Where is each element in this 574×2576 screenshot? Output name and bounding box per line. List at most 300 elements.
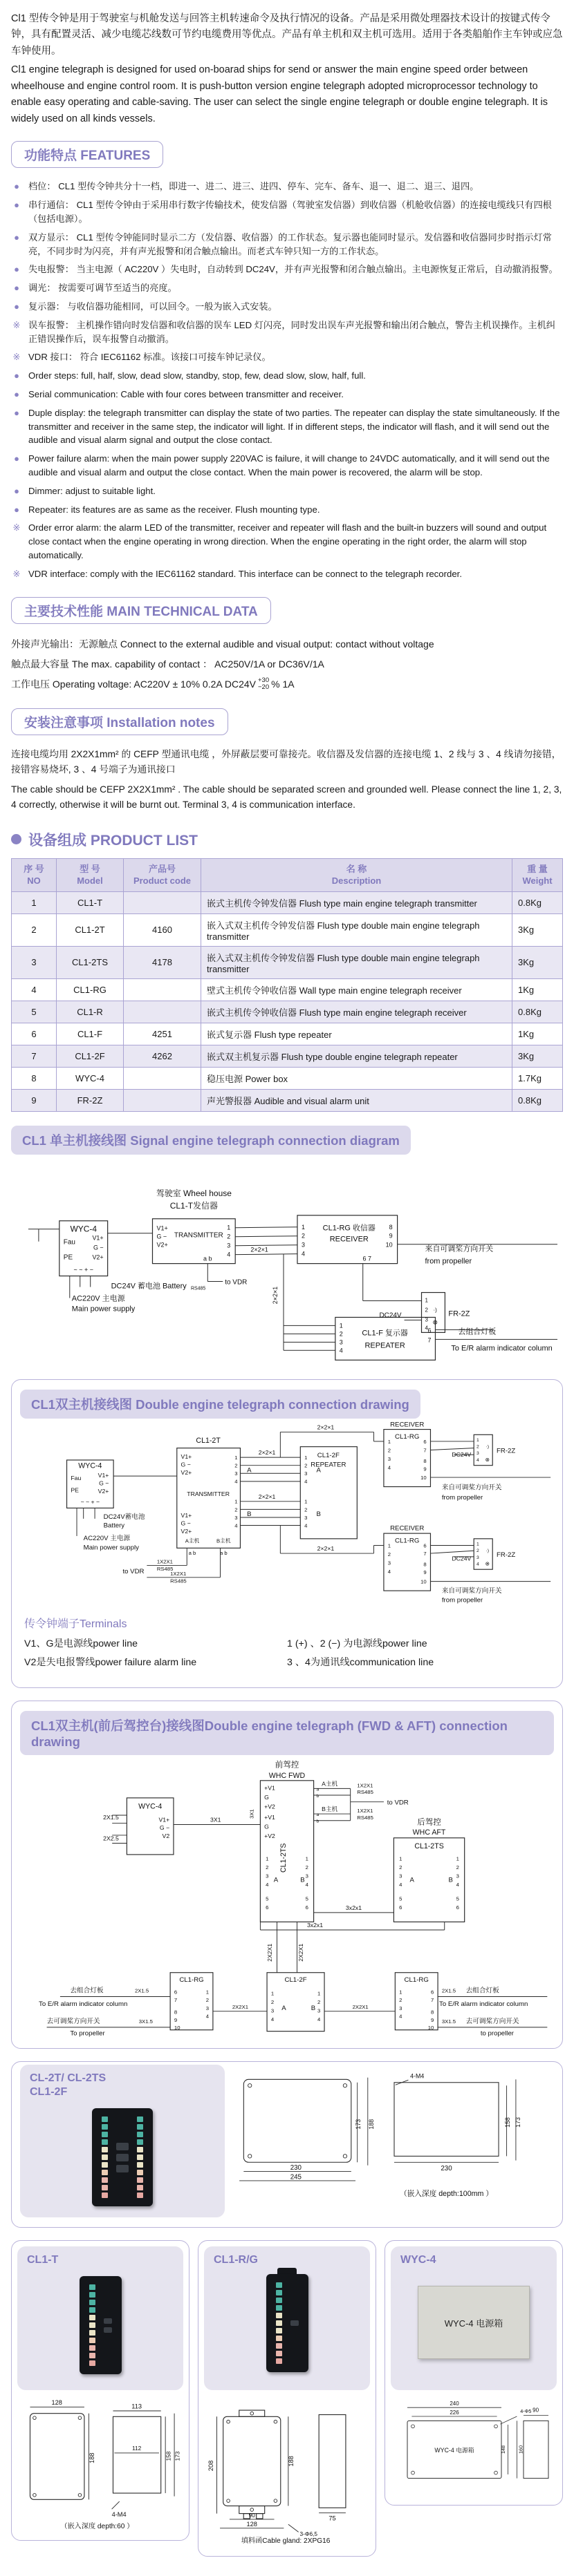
svg-text:2×2×1: 2×2×1	[258, 1493, 276, 1501]
bullet-icon: ●	[14, 407, 19, 418]
bullet-icon: ●	[14, 504, 19, 515]
svg-text:a: a	[316, 1787, 320, 1792]
bottom-product-cards	[11, 2240, 563, 2557]
svg-text:5: 5	[399, 1895, 402, 1902]
svg-text:2: 2	[476, 1549, 479, 1554]
svg-text:G −: G −	[93, 1244, 104, 1251]
fwd-aft-diagram-title: CL1双主机(前后驾控台)接线图Double engine telegraph (FWD & AFT) connection drawing	[20, 1711, 554, 1755]
svg-text:6 7: 6 7	[362, 1255, 371, 1262]
cl1t-card-title: CL1-T	[27, 2254, 59, 2266]
svg-text:230: 230	[290, 2164, 302, 2172]
svg-text:G −: G −	[180, 1519, 191, 1527]
svg-text:3X1: 3X1	[210, 1817, 221, 1824]
svg-text:V1+: V1+	[158, 1817, 170, 1824]
svg-text:6: 6	[427, 1327, 432, 1334]
svg-text:to VDR: to VDR	[225, 1278, 248, 1287]
svg-text:AC220V 主电源: AC220V 主电源	[71, 1294, 125, 1303]
bullet-icon: ●	[14, 231, 19, 243]
svg-text:245: 245	[290, 2173, 302, 2181]
svg-text:~ ~ + −: ~ ~ + −	[80, 1498, 100, 1506]
svg-text:1: 1	[387, 1542, 391, 1549]
svg-text:2: 2	[317, 1999, 321, 2006]
svg-text:2: 2	[339, 1330, 343, 1338]
svg-text:4: 4	[266, 1882, 269, 1888]
svg-text:B: B	[311, 2005, 316, 2013]
svg-text:113: 113	[131, 2403, 142, 2410]
svg-text:1: 1	[476, 1438, 479, 1443]
svg-text:4: 4	[476, 1562, 479, 1567]
svg-text:AC220V 主电源: AC220V 主电源	[83, 1534, 131, 1542]
svg-text:V1+: V1+	[180, 1512, 192, 1519]
cell-weight: 3Kg	[512, 1045, 563, 1067]
svg-text:Fau: Fau	[63, 1238, 75, 1247]
tech-line-contact: 触点最大容量 The max. capability of contact ： AC250V/1A or DC36V/1A	[11, 658, 324, 670]
feature-text: Serial communication: Cable with four cores between transmitter and receiver.	[28, 388, 344, 399]
led-column-left	[102, 2116, 108, 2198]
svg-text:G −: G −	[180, 1461, 191, 1468]
svg-text:（嵌入深度 depth:60 ）: （嵌入深度 depth:60 ）	[60, 2523, 134, 2531]
svg-text:3: 3	[399, 2005, 402, 2012]
feature-item	[11, 263, 563, 276]
svg-text:RECEIVER: RECEIVER	[390, 1524, 425, 1533]
svg-text:CL1-RG: CL1-RG	[404, 1976, 429, 1985]
cell-description: 嵌入式双主机传令钟发信器 Flush type double main engine telegraph transmitter	[201, 946, 512, 978]
terminals-title: 传令钟端子Terminals	[24, 1618, 127, 1631]
svg-text:To E/R alarm indicator column: To E/R alarm indicator column	[451, 1344, 553, 1353]
svg-text:4: 4	[476, 1458, 479, 1464]
svg-text:WHC FWD: WHC FWD	[268, 1772, 306, 1781]
svg-text:RECEIVER: RECEIVER	[390, 1421, 425, 1429]
svg-text:DC24V: DC24V	[379, 1311, 402, 1320]
svg-text:128: 128	[51, 2399, 62, 2407]
svg-text:1X2X1: 1X2X1	[170, 1571, 187, 1578]
svg-text:from propeller: from propeller	[425, 1257, 472, 1266]
svg-text:4: 4	[301, 1250, 305, 1258]
svg-text:CL1-RG: CL1-RG	[395, 1433, 420, 1441]
table-row	[12, 1023, 563, 1045]
intro-paragraph-en: Cl1 engine telegraph is designed for used on-boarad ships for send or answer the main engine speed order between wheelhouse and engine control room. It is push-button version engine telegraph adopted microprocessor technology to enable easy operating and cable-saving. The user can select the single engine telegraph or double engine telegraph. It is widely used on all kinds vessels.	[11, 64, 548, 124]
svg-text:WYC-4: WYC-4	[70, 1224, 98, 1234]
bullet-icon: ●	[14, 283, 19, 294]
cell-product-code: 4262	[124, 1045, 201, 1067]
svg-text:90: 90	[248, 2512, 255, 2519]
svg-text:2: 2	[387, 1447, 391, 1454]
svg-text:from propeller: from propeller	[441, 1494, 483, 1502]
cell-product-code	[124, 1089, 201, 1111]
svg-text:3: 3	[317, 2008, 321, 2015]
cell-description: 嵌式主机传令钟发信器 Flush type main engine telegraph transmitter	[201, 891, 512, 913]
svg-text:⊗: ⊗	[432, 1318, 438, 1326]
svg-text:3: 3	[301, 1241, 305, 1249]
svg-text:G: G	[264, 1794, 269, 1801]
cl1rg-photo-card	[204, 2246, 370, 2390]
product-list-heading	[11, 829, 563, 850]
table-row	[12, 946, 563, 978]
svg-text:7: 7	[423, 1447, 427, 1454]
svg-text:1: 1	[399, 1989, 402, 1996]
led-column	[89, 2284, 95, 2366]
svg-text:CL1-2T: CL1-2T	[196, 1436, 221, 1445]
feature-text: 调光： 按需要可调节至适当的亮度。	[28, 283, 177, 294]
svg-text:2X2X1: 2X2X1	[232, 2004, 249, 2011]
svg-text:3: 3	[305, 1873, 308, 1880]
svg-text:6: 6	[431, 1989, 434, 1996]
svg-text:75: 75	[328, 2515, 336, 2523]
svg-text:B: B	[247, 1510, 252, 1519]
bullet-icon: ※	[12, 319, 21, 330]
feature-item	[11, 521, 563, 562]
table-row	[12, 913, 563, 946]
cell-no: 9	[12, 1089, 57, 1111]
svg-text:去可调桨方向开关: 去可调桨方向开关	[465, 2018, 519, 2026]
wyc4-card-title: WYC-4	[400, 2254, 436, 2266]
svg-text:4: 4	[304, 1478, 308, 1485]
install-note-cn: 连接电缆均用 2X2X1mm² 的 CEFP 型通讯电缆 ，外屏蔽层要可靠接壳。收信器及发信器的连接电缆 1、2 线与 3 、4 线请勿接错，接错容易烧坏, 3 、4 号端子为通讯接口	[11, 748, 562, 775]
wyc4-photo-card	[391, 2246, 557, 2390]
svg-text:2X2X1: 2X2X1	[297, 1944, 305, 1962]
cell-description: 壁式主机传令钟收信器 Wall type main engine telegraph receiver	[201, 978, 512, 1001]
svg-text:前驾控: 前驾控	[275, 1761, 299, 1770]
svg-text:WYC-4: WYC-4	[138, 1802, 163, 1811]
table-row	[12, 1089, 563, 1111]
svg-text:4: 4	[305, 1882, 308, 1888]
svg-text:V1+: V1+	[92, 1234, 104, 1242]
feature-text: VDR 接口： 符合 IEC61162 标准。该接口可接车钟记录仪。	[28, 352, 271, 363]
table-row	[12, 1001, 563, 1023]
svg-text:to VDR: to VDR	[122, 1568, 145, 1576]
cell-no: 8	[12, 1067, 57, 1089]
svg-text:5: 5	[456, 1895, 459, 1902]
svg-text:RS485: RS485	[357, 1789, 373, 1796]
bullet-icon: ●	[14, 453, 19, 464]
svg-text:173: 173	[174, 2451, 181, 2461]
svg-text:To E/R alarm indicator column: To E/R alarm indicator column	[439, 2000, 528, 2009]
svg-text:2X2X1: 2X2X1	[266, 1944, 273, 1962]
svg-text:9: 9	[423, 1466, 427, 1472]
svg-text:CL1-RG: CL1-RG	[395, 1537, 420, 1545]
svg-text:1: 1	[266, 1855, 269, 1862]
svg-text:3X1: 3X1	[248, 1809, 255, 1819]
svg-text:·): ·)	[433, 1307, 437, 1314]
svg-text:a b: a b	[219, 1550, 228, 1557]
svg-text:RS485: RS485	[170, 1578, 187, 1584]
cell-product-code	[124, 891, 201, 913]
svg-text:5: 5	[266, 1895, 269, 1902]
svg-text:+V2: +V2	[264, 1832, 275, 1840]
cell-description: 声光警报器 Audible and visual alarm unit	[201, 1089, 512, 1111]
svg-text:2X1.5: 2X1.5	[441, 1988, 456, 1995]
feature-item	[11, 300, 563, 314]
svg-text:128: 128	[246, 2521, 257, 2528]
svg-text:2: 2	[234, 1506, 238, 1513]
svg-text:4: 4	[387, 1569, 391, 1575]
svg-text:4: 4	[270, 2016, 275, 2023]
svg-text:6: 6	[174, 1989, 178, 1996]
single-engine-connection-diagram	[11, 1160, 563, 1367]
svg-text:1: 1	[304, 1498, 308, 1505]
svg-text:A: A	[409, 1876, 414, 1884]
svg-text:2: 2	[304, 1506, 308, 1513]
svg-text:2: 2	[399, 1864, 402, 1871]
svg-text:DC24V: DC24V	[452, 1555, 472, 1562]
feature-text: 失电报警： 当主电源（ AC220V ）失电时，自动转到 DC24V，并有声光报警和闭合触点输出。主电源恢复正常后，自动撤消报警。	[28, 264, 558, 275]
product-table-body	[12, 891, 563, 1111]
svg-text:4: 4	[205, 2013, 210, 2020]
svg-text:1: 1	[399, 1855, 402, 1862]
cl1t-product-card	[11, 2240, 189, 2540]
svg-text:9: 9	[389, 1232, 393, 1240]
table-row	[12, 891, 563, 913]
svg-text:6: 6	[456, 1904, 459, 1911]
svg-text:7: 7	[431, 1997, 434, 2004]
svg-text:V2: V2	[162, 1832, 170, 1840]
svg-text:3: 3	[476, 1555, 479, 1560]
cell-product-code: 4251	[124, 1023, 201, 1045]
svg-text:10: 10	[385, 1241, 393, 1249]
cell-no: 7	[12, 1045, 57, 1067]
svg-text:+V2: +V2	[264, 1803, 275, 1810]
svg-text:V1+: V1+	[180, 1453, 192, 1461]
cell-model: CL1-RG	[57, 978, 124, 1001]
svg-text:3: 3	[234, 1514, 238, 1521]
display-window	[116, 2139, 129, 2176]
bullet-icon: ●	[14, 200, 19, 211]
svg-text:3: 3	[425, 1316, 428, 1323]
product-photo-cl2t	[92, 2108, 153, 2206]
svg-text:from propeller: from propeller	[441, 1596, 483, 1604]
svg-text:⊗: ⊗	[485, 1457, 490, 1464]
svg-text:V1+: V1+	[156, 1224, 168, 1232]
svg-text:5: 5	[305, 1895, 308, 1902]
terminals-rows	[24, 1636, 550, 1669]
feature-item	[11, 350, 563, 364]
svg-text:2: 2	[205, 1997, 210, 2004]
svg-text:3x2x1: 3x2x1	[306, 1922, 324, 1929]
cl1t-photo-card	[17, 2246, 183, 2390]
cell-model: CL1-F	[57, 1023, 124, 1045]
bullet-icon	[11, 834, 21, 844]
svg-text:3-Φ6,5: 3-Φ6,5	[299, 2530, 317, 2538]
section-header-installation-notes: 安装注意事项 Installation notes	[11, 708, 228, 735]
svg-text:158: 158	[165, 2451, 172, 2461]
svg-text:REPEATER: REPEATER	[311, 1461, 346, 1469]
svg-text:FR-2Z: FR-2Z	[448, 1309, 470, 1318]
feature-item	[11, 406, 563, 447]
svg-text:To E/R alarm indicator column: To E/R alarm indicator column	[39, 2000, 128, 2009]
voltage-tolerance: +30 −20	[257, 676, 270, 691]
cl1rg-product-card	[198, 2240, 376, 2557]
fwd-aft-connection-diagram	[20, 1758, 554, 2038]
svg-text:to propeller: to propeller	[480, 2029, 515, 2038]
cl1rg-card-title: CL1-R/G	[214, 2254, 258, 2266]
cl1t-dimension-drawing	[17, 2394, 183, 2531]
svg-text:CL1-2TS: CL1-2TS	[279, 1843, 288, 1873]
feature-text: VDR interface: comply with the IEC61162 standard. This interface can be connect to the telegraph recorder.	[28, 568, 462, 579]
svg-text:7: 7	[174, 1997, 178, 2004]
svg-text:CL1-2TS: CL1-2TS	[414, 1842, 444, 1851]
intro-paragraph-cn: Cl1 型传令钟是用于驾驶室与机舱发送与回答主机转速命令及执行情况的设备。产品是采用微处理器技术设计的按键式传令钟，具有配置灵活、减少电缆芯线数可节约电缆费用等优点。产品有单主机和双主机可选用。适用于各类船舶作主车钟或应急车钟使用。	[11, 13, 563, 57]
svg-text:CL1-RG 收信器: CL1-RG 收信器	[322, 1224, 376, 1233]
display-window	[290, 2317, 299, 2329]
svg-text:148: 148	[499, 2445, 506, 2454]
svg-text:4: 4	[234, 1478, 238, 1485]
cell-description: 稳压电源 Power box	[201, 1067, 512, 1089]
cell-product-code: 4160	[124, 913, 201, 946]
feature-text: Repeater: its features are as same as the receiver. Flush mounting type.	[28, 504, 320, 515]
cell-weight: 3Kg	[512, 946, 563, 978]
double-engine-diagram-title: CL1双主机接线图 Double engine telegraph connection drawing	[20, 1390, 420, 1419]
svg-text:10: 10	[420, 1475, 427, 1481]
svg-text:A: A	[273, 1876, 279, 1884]
svg-text:3: 3	[456, 1873, 459, 1880]
cell-description: 嵌式复示器 Flush type repeater	[201, 1023, 512, 1045]
svg-text:B主机: B主机	[322, 1806, 338, 1813]
cell-model: CL1-T	[57, 891, 124, 913]
svg-text:1: 1	[387, 1438, 391, 1445]
svg-text:2: 2	[305, 1864, 308, 1871]
feature-item	[11, 567, 563, 581]
svg-text:Main power supply: Main power supply	[71, 1305, 136, 1314]
feature-text: Power failure alarm: when the main power supply 220VAC is failure, it will change to 24VDC automatically, and it will send out the audible and visual alarm and output the close contact. When the main power is recovered, the alarm will be stop.	[28, 453, 550, 477]
svg-text:1: 1	[227, 1224, 231, 1231]
svg-text:8: 8	[174, 2009, 178, 2016]
svg-text:3: 3	[399, 1873, 402, 1880]
feature-item	[11, 319, 563, 346]
cell-no: 2	[12, 913, 57, 946]
cell-weight: 1Kg	[512, 978, 563, 1001]
svg-text:Battery: Battery	[103, 1522, 125, 1530]
svg-text:158: 158	[504, 2117, 512, 2128]
svg-text:3: 3	[266, 1873, 269, 1880]
single-engine-diagram-title: CL1 单主机接线图 Signal engine telegraph connection diagram	[11, 1126, 411, 1155]
bullet-icon: ●	[14, 388, 19, 399]
svg-text:⊗: ⊗	[485, 1560, 490, 1567]
cell-weight: 1Kg	[512, 1023, 563, 1045]
svg-text:1: 1	[305, 1855, 308, 1862]
svg-text:9: 9	[174, 2017, 178, 2024]
svg-text:208: 208	[207, 2460, 214, 2472]
cl2t-card-title: CL-2T/ CL-2TS CL1-2F	[30, 2072, 107, 2099]
svg-text:to VDR: to VDR	[387, 1799, 409, 1807]
svg-text:3: 3	[270, 2008, 275, 2015]
svg-text:3: 3	[387, 1560, 391, 1566]
svg-text:V2+: V2+	[156, 1241, 168, 1249]
fwd-aft-diagram-section	[11, 1701, 563, 2048]
svg-text:去组合灯板: 去组合灯板	[458, 1327, 497, 1336]
feature-item	[11, 198, 563, 226]
tech-line-output: 外接声光输出：无源触点 Connect to the external audible and visual output: contact without voltage	[11, 638, 434, 650]
svg-text:2: 2	[266, 1864, 269, 1871]
svg-text:4: 4	[399, 2013, 402, 2020]
cell-model: WYC-4	[57, 1067, 124, 1089]
svg-text:·): ·)	[485, 1549, 490, 1554]
svg-text:来自可调桨方向开关: 来自可调桨方向开关	[441, 1484, 502, 1492]
feature-text: 档位： CL1 型传令钟共分十一档，即进一、进二、进三、进四、停车、完车、备车、退一、退二、退三、退四。	[28, 181, 479, 192]
svg-text:DC24V: DC24V	[452, 1451, 472, 1459]
svg-text:3: 3	[227, 1242, 231, 1249]
svg-text:去组合灯板: 去组合灯板	[465, 1987, 499, 1996]
svg-text:RS485: RS485	[357, 1815, 373, 1821]
svg-text:CL1-RG: CL1-RG	[179, 1976, 204, 1985]
svg-text:230: 230	[441, 2165, 452, 2173]
cl2t-photo-card	[20, 2065, 225, 2218]
svg-text:FR-2Z: FR-2Z	[497, 1551, 516, 1560]
section-header-technical-data: 主要技术性能 MAIN TECHNICAL DATA	[11, 597, 271, 624]
svg-text:G −: G −	[99, 1479, 109, 1487]
svg-text:2: 2	[227, 1233, 231, 1240]
feature-item	[11, 180, 563, 193]
svg-text:10: 10	[427, 2025, 434, 2032]
svg-text:90: 90	[533, 2407, 539, 2414]
svg-text:1: 1	[425, 1297, 428, 1304]
svg-text:2: 2	[399, 1997, 402, 2004]
svg-text:4: 4	[304, 1522, 308, 1529]
svg-text:173: 173	[355, 2119, 362, 2130]
svg-text:DC24V 蓄电池 Battery: DC24V 蓄电池 Battery	[111, 1282, 187, 1291]
product-table-header: 序 号 NO 型 号 Model 产品号 Product code 名 称 Description 重 量 Weight	[12, 858, 563, 891]
svg-text:3: 3	[387, 1456, 391, 1463]
cell-description: 嵌式主机传令钟收信器 Flush type main engine telegraph receiver	[201, 1001, 512, 1023]
svg-text:V2+: V2+	[98, 1488, 109, 1495]
feature-text: Order steps: full, half, slow, dead slow, standby, stop, few, dead slow, slow, half, full.	[28, 370, 366, 381]
svg-text:PE: PE	[63, 1253, 73, 1262]
svg-text:DC24V蓄电池: DC24V蓄电池	[103, 1513, 145, 1521]
svg-text:a b: a b	[203, 1255, 212, 1262]
svg-text:CL1-2F: CL1-2F	[284, 1976, 307, 1985]
svg-text:4: 4	[317, 2016, 321, 2023]
svg-text:~ ~ + −: ~ ~ + −	[73, 1266, 93, 1273]
svg-text:4-M4: 4-M4	[111, 2511, 127, 2519]
features-list	[11, 180, 563, 580]
svg-text:1: 1	[270, 1990, 275, 1997]
svg-text:3x2x1: 3x2x1	[345, 1904, 362, 1912]
svg-text:2: 2	[425, 1307, 428, 1314]
terminals-row: V1、G是电源线power line 1 (+) 、2 (−) 为电源线power line	[24, 1638, 427, 1650]
svg-text:3: 3	[339, 1338, 343, 1346]
svg-text:173: 173	[515, 2117, 522, 2128]
feature-item	[11, 231, 563, 258]
svg-text:2×2×1: 2×2×1	[272, 1286, 279, 1305]
svg-text:G: G	[264, 1823, 269, 1830]
cell-no: 1	[12, 891, 57, 913]
cl2t-dimension-drawing	[234, 2070, 554, 2211]
svg-text:1X2X1: 1X2X1	[156, 1558, 173, 1565]
svg-text:4-M4: 4-M4	[410, 2072, 425, 2080]
svg-text:B主机: B主机	[216, 1537, 231, 1544]
svg-text:3: 3	[304, 1514, 308, 1521]
svg-text:8: 8	[431, 2009, 434, 2016]
svg-text:A: A	[316, 1466, 321, 1475]
cell-model: CL1-2TS	[57, 946, 124, 978]
svg-text:226: 226	[450, 2409, 459, 2416]
product-list-title: 设备组成 PRODUCT LIST	[28, 832, 198, 849]
voltage-text: 工作电压 Operating voltage: AC220V ± 10% 0.2A DC24V	[11, 678, 256, 690]
svg-text:1: 1	[304, 1455, 308, 1461]
cell-weight: 0.8Kg	[512, 1001, 563, 1023]
svg-text:3: 3	[205, 2005, 210, 2012]
svg-text:来自可调桨方向开关: 来自可调桨方向开关	[425, 1244, 494, 1253]
double-engine-connection-diagram	[20, 1421, 554, 1607]
svg-text:G −: G −	[159, 1824, 170, 1832]
svg-text:2: 2	[301, 1232, 305, 1240]
svg-text:A主机: A主机	[322, 1780, 338, 1788]
svg-text:4: 4	[399, 1882, 402, 1888]
bullet-icon: ●	[14, 485, 19, 496]
svg-text:V1+: V1+	[98, 1472, 109, 1479]
svg-text:（嵌入深度 depth:100mm ）: （嵌入深度 depth:100mm ）	[400, 2190, 494, 2199]
svg-text:2×2×1: 2×2×1	[258, 1449, 276, 1457]
double-engine-diagram-section	[11, 1379, 563, 1688]
